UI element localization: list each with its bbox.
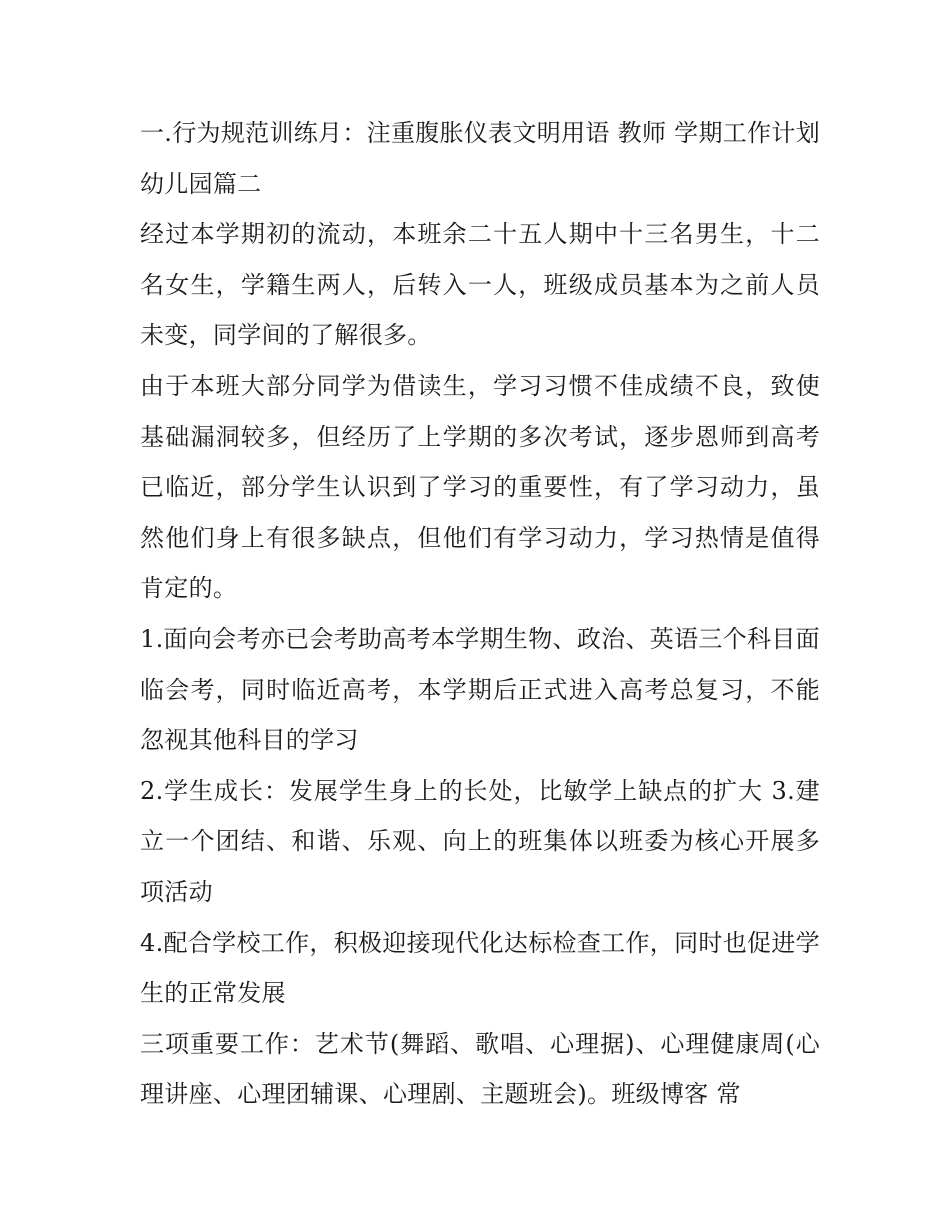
paragraph-goal-school-work: 4.配合学校工作，积极迎接现代化达标检查工作，同时也促进学生的正常发展 [140, 928, 820, 1008]
paragraph-behavior-month: 一.行为规范训练月：注重腹胀仪表文明用语 教师 学期工作计划幼儿园篇二 [140, 119, 820, 198]
paragraph-key-tasks: 三项重要工作：艺术节(舞蹈、歌唱、心理据)、心理健康周(心理讲座、心理团辅课、心理剧、主题班会)。班级博客 常 [140, 1029, 820, 1109]
paragraph-student-situation: 由于本班大部分同学为借读生，学习习惯不佳成绩不良，致使基础漏洞较多，但经历了上学期的多次考试，逐步恩师到高考已临近，部分学生认识到了学习的重要性，有了学习动力，虽然他们身上有很多缺点，但他们有学习动力，学习热情是值得肯定的。 [140, 371, 820, 603]
paragraph-goal-exams: 1.面向会考亦已会考助高考本学期生物、政治、英语三个科目面临会考，同时临近高考，本学期后正式进入高考总复习，不能忽视其他科目的学习 [140, 624, 820, 755]
document-body [140, 108, 820, 1120]
paragraph-class-overview: 经过本学期初的流动，本班余二十五人期中十三名男生，十二名女生，学籍生两人，后转入一人，班级成员基本为之前人员未变，同学间的了解很多。 [140, 220, 820, 350]
paragraph-goal-growth: 2.学生成长：发展学生身上的长处，比敏学上缺点的扩大 3.建立一个团结、和谐、乐观、向上的班集体以班委为核心开展多项活动 [140, 776, 820, 906]
